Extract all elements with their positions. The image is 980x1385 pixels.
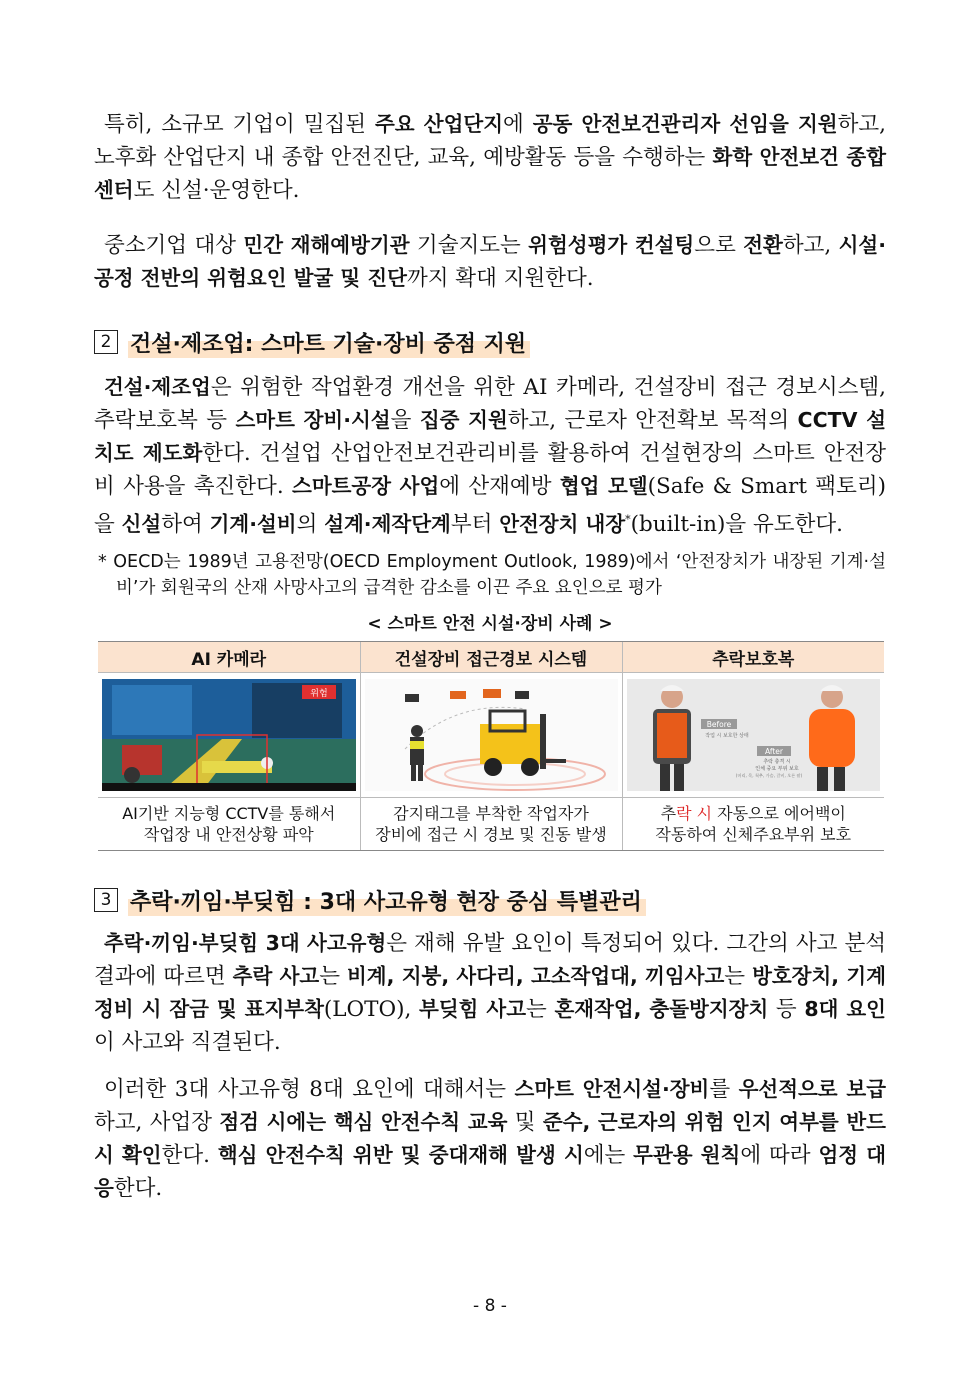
footnote: * OECD는 1989년 고용전망(OECD Employment Outlook, 1989)에서 ‘안전장치가 내장된 기계·설비’가 회원국의 산재 사망사고의 급격한 감소를 이끈 주요 요인으로 평가: [98, 552, 886, 599]
table-caption: < 스마트 안전 시설·장비 사례 >: [367, 614, 613, 635]
desc-fall-protection: 추락 시 자동으로 에어백이 작동하여 신체주요부위 보호: [622, 798, 884, 851]
paragraph-5: 이러한 3대 사고유형 8대 요인에 대해서는 스마트 안전시설·장비를 우선적으로 보급하고, 사업장 점검 시에는 핵심 안전수칙 교육 및 준수, 근로자의 위험 인지 여부를 반드시 확인한다. 핵심 안전수칙 위반 및 중대재해 발생 시에는 무관용 원칙에 따라 엄정 대응한다.: [94, 1077, 887, 1202]
after-sublabel-1: 추락 충격 시: [762, 759, 791, 766]
paragraph-1: 특히, 소규모 기업이 밀집된 주요 산업단지에 공동 안전보건관리자 선임을 지원하고, 노후화 산업단지 내 종합 안전진단, 교육, 예방활동 등을 수행하는 화학 안전보건 종합센터도 신설·운영한다.: [94, 112, 886, 203]
section-number: 2: [94, 330, 118, 354]
before-sublabel: 작업 시 보호한 상태: [704, 733, 749, 740]
smart-equipment-table: [98, 641, 884, 851]
before-label: Before: [706, 720, 731, 730]
airbag-vest-photo: [627, 679, 881, 791]
after-sublabel-2: 인체 중요 부위 보호: [754, 766, 799, 773]
paragraph-4: 추락·끼임·부딪힘 3대 사고유형은 재해 유발 요인이 특정되어 있다. 그간의 사고 분석 결과에 따르면 추락 사고는 비계, 지붕, 사다리, 고소작업대, 끼임사고는 방호장치, 기계 정비 시 잠금 및 표지부착(LOTO), 부딪힘 사고는 혼재작업, 충돌방지장치 등 8대 요인이 사고와 직결된다.: [94, 931, 887, 1056]
table-header-fall-protection: 추락보호복: [622, 642, 884, 673]
camera-alert-tag: 위험: [310, 689, 328, 700]
after-sublabel-3: (머리, 목, 척추, 가슴, 갈비, 오른 팔): [735, 773, 802, 779]
page-number: - 8 -: [473, 1296, 507, 1316]
section-title: 추락·끼임·부딪힘 : 3대 사고유형 현장 중심 특별관리: [128, 885, 646, 916]
section-number: 3: [94, 888, 118, 912]
section-title: 건설·제조업: 스마트 기술·장비 중점 지원: [128, 327, 530, 358]
section-heading-2: [94, 323, 886, 361]
desc-ai-camera: AI기반 지능형 CCTV를 통해서 작업장 내 안전상황 파악: [98, 798, 360, 851]
desc-proximity-alarm: 감지태그를 부착한 작업자가 장비에 접근 시 경보 및 진동 발생: [360, 798, 622, 851]
table-header-proximity-alarm: 건설장비 접근경보 시스템: [360, 642, 622, 673]
document-body: [94, 108, 886, 1205]
paragraph-3: 건설·제조업은 위험한 작업환경 개선을 위한 AI 카메라, 건설장비 접근 경보시스템, 추락보호복 등 스마트 장비·시설을 집중 지원하고, 근로자 안전확보 목적의 CCTV 설치도 제도화한다. 건설업 산업안전보건관리비를 활용하여 건설현장의 스마트 안전장비 사용을 촉진한다. 스마트공장 사업에 산재예방 협업 모델(Safe & Smart 팩토리)을 신설하여 기계·설비의 설계·제작단계부터 안전장치 내장*(built-in)을 유도한다.: [94, 375, 886, 538]
table-header-ai-camera: AI 카메라: [98, 642, 360, 673]
section-heading-3: [94, 881, 886, 919]
after-label: After: [764, 747, 783, 757]
paragraph-2: 중소기업 대상 민간 재해예방기관 기술지도는 위험성평가 컨설팅으로 전환하고, 시설·공정 전반의 위험요인 발굴 및 진단까지 확대 지원한다.: [94, 233, 887, 291]
ai-camera-photo: [102, 679, 356, 791]
proximity-alarm-photo: [365, 679, 618, 791]
